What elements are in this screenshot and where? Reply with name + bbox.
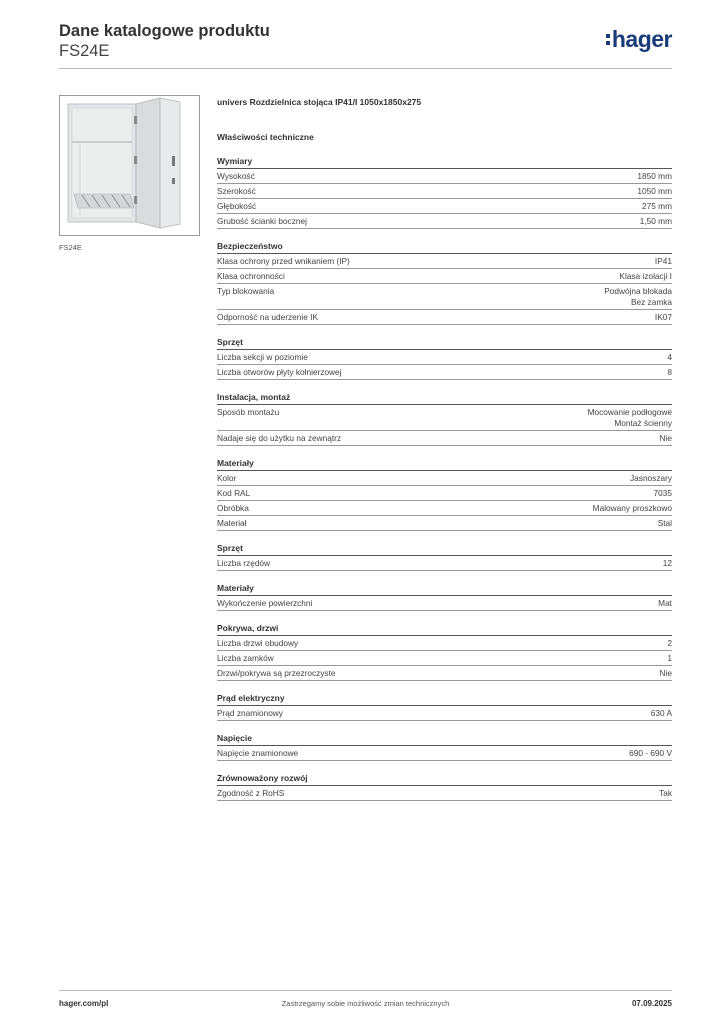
spec-value-line: Mat (658, 597, 672, 608)
spec-value (629, 748, 672, 759)
spec-value-line: Montaż ścienny (614, 417, 672, 428)
spec-value-line: 630 A (650, 707, 672, 718)
spec-section (217, 337, 672, 380)
spec-section (217, 241, 672, 325)
spec-section (217, 773, 672, 801)
spec-value (667, 638, 672, 649)
spec-value (667, 653, 672, 664)
section-title: Materiały (217, 458, 672, 471)
spec-row (217, 666, 672, 681)
spec-label: Typ blokowania (217, 285, 275, 296)
section-title: Instalacja, montaż (217, 392, 672, 405)
spec-content (217, 96, 672, 813)
spec-value (637, 186, 672, 197)
spec-section (217, 733, 672, 761)
spec-label: Sposób montażu (217, 406, 280, 417)
spec-label: Wykończenie powierzchni (217, 597, 313, 608)
spec-value (655, 256, 672, 267)
spec-row (217, 636, 672, 651)
header-divider (59, 68, 672, 69)
spec-value-line: 1850 mm (637, 170, 672, 181)
spec-row (217, 786, 672, 801)
spec-row (217, 350, 672, 365)
spec-section (217, 623, 672, 681)
section-title: Sprzęt (217, 337, 672, 350)
spec-row (217, 169, 672, 184)
page-footer (59, 990, 672, 1011)
spec-section (217, 543, 672, 571)
specs-subtitle: Właściwości techniczne (217, 132, 314, 142)
spec-value (660, 668, 672, 679)
spec-row (217, 431, 672, 446)
section-title: Wymiary (217, 156, 672, 169)
spec-value-line: 4 (667, 351, 672, 362)
spec-label: Drzwi/pokrywa są przezroczyste (217, 667, 336, 678)
spec-section (217, 156, 672, 229)
spec-label: Wysokość (217, 170, 255, 181)
spec-value (654, 488, 672, 499)
spec-value (659, 788, 672, 799)
spec-row (217, 596, 672, 611)
spec-label: Liczba sekcji w poziomie (217, 351, 308, 362)
spec-value-line: Malowany proszkowo (592, 502, 672, 513)
spec-value (655, 312, 672, 323)
spec-label: Liczba zamków (217, 652, 274, 663)
footer-date: 07.09.2025 (631, 999, 672, 1008)
spec-label: Zgodność z RoHS (217, 787, 285, 798)
spec-value-line: Tak (659, 787, 672, 798)
product-description: univers Rozdzielnica stojąca IP41/I 1050x1850x275 (217, 97, 422, 107)
spec-section (217, 583, 672, 611)
spec-value (663, 558, 672, 569)
spec-label: Liczba rzędów (217, 557, 271, 568)
spec-value (658, 518, 672, 529)
spec-value-line: Jasnoszary (630, 472, 672, 483)
hager-logo (606, 26, 672, 52)
spec-label: Materiał (217, 517, 247, 528)
spec-value (588, 407, 672, 429)
spec-row (217, 501, 672, 516)
spec-label: Głębokość (217, 200, 257, 211)
spec-value-line: 7035 (653, 487, 672, 498)
section-title: Materiały (217, 583, 672, 596)
section-title: Bezpieczeństwo (217, 241, 672, 254)
spec-row (217, 269, 672, 284)
spec-label: Kod RAL (217, 487, 251, 498)
spec-label: Szerokość (217, 185, 256, 196)
section-title: Sprzęt (217, 543, 672, 556)
section-title: Prąd elektryczny (217, 693, 672, 706)
spec-label: Kolor (217, 472, 237, 483)
spec-value (630, 473, 672, 484)
logo-dots-icon (606, 34, 610, 45)
spec-label: Liczba otworów płyty kołnierzowej (217, 366, 342, 377)
spec-row (217, 199, 672, 214)
spec-value (619, 271, 672, 282)
spec-value (604, 286, 672, 308)
spec-row (217, 310, 672, 325)
logo-wordmark: hager (611, 25, 672, 52)
spec-label: Liczba drzwi obudowy (217, 637, 299, 648)
spec-value-line: Nie (659, 667, 672, 678)
spec-label: Grubość ścianki bocznej (217, 215, 307, 226)
spec-row (217, 471, 672, 486)
spec-value-line: 1,50 mm (639, 215, 672, 226)
spec-row (217, 365, 672, 380)
spec-row (217, 706, 672, 721)
spec-value-line: Bez zamka (630, 296, 672, 307)
spec-row (217, 486, 672, 501)
spec-value-line: Mocowanie podłogowe (587, 406, 672, 417)
spec-row (217, 746, 672, 761)
spec-value-line: 1 (667, 652, 672, 663)
document-title: Dane katalogowe produktu (59, 22, 270, 40)
image-caption: FS24E (59, 243, 82, 252)
spec-row (217, 214, 672, 229)
spec-label: Obróbka (217, 502, 249, 513)
spec-value (660, 433, 672, 444)
spec-value-line: Stal (657, 517, 672, 528)
spec-sections (217, 156, 672, 801)
page-header (59, 22, 672, 70)
spec-row (217, 556, 672, 571)
product-image (59, 95, 200, 236)
spec-section (217, 458, 672, 531)
spec-section (217, 693, 672, 721)
spec-row (217, 651, 672, 666)
spec-value-line: 8 (667, 366, 672, 377)
spec-label: Napięcie znamionowe (217, 747, 299, 758)
product-code: FS24E (59, 42, 110, 60)
section-title: Zrównoważony rozwój (217, 773, 672, 786)
spec-label: Odporność na uderzenie IK (217, 311, 319, 322)
spec-value (667, 352, 672, 363)
spec-label: Klasa ochronności (217, 270, 285, 281)
spec-value (667, 367, 672, 378)
spec-section (217, 392, 672, 446)
spec-row (217, 254, 672, 269)
spec-row (217, 284, 672, 310)
spec-value-line: IP41 (654, 255, 672, 266)
spec-row (217, 405, 672, 431)
spec-value (640, 216, 672, 227)
spec-value-line: 690 - 690 V (629, 747, 672, 758)
spec-value-line: 1050 mm (637, 185, 672, 196)
spec-label: Prąd znamionowy (217, 707, 283, 718)
spec-value (651, 708, 672, 719)
footer-website[interactable]: hager.com/pl (59, 999, 109, 1008)
spec-value-line: 12 (662, 557, 672, 568)
spec-value (637, 171, 672, 182)
spec-value-line: Klasa izolacji I (619, 270, 672, 281)
spec-value-line: 2 (667, 637, 672, 648)
spec-row (217, 184, 672, 199)
spec-label: Klasa ochrony przed wnikaniem (IP) (217, 255, 350, 266)
section-title: Napięcie (217, 733, 672, 746)
spec-value (658, 598, 672, 609)
spec-value-line: Podwójna blokada (604, 285, 672, 296)
spec-value-line: IK07 (654, 311, 672, 322)
section-title: Pokrywa, drzwi (217, 623, 672, 636)
cabinet-image-icon (60, 96, 199, 235)
spec-value-line: 275 mm (642, 200, 672, 211)
spec-row (217, 516, 672, 531)
spec-value-line: Nie (659, 432, 672, 443)
spec-value (593, 503, 672, 514)
spec-label: Nadaje się do użytku na zewnątrz (217, 432, 342, 443)
spec-value (642, 201, 672, 212)
footer-notice: Zastrzegamy sobie możliwość zmian technicznych (281, 999, 450, 1008)
